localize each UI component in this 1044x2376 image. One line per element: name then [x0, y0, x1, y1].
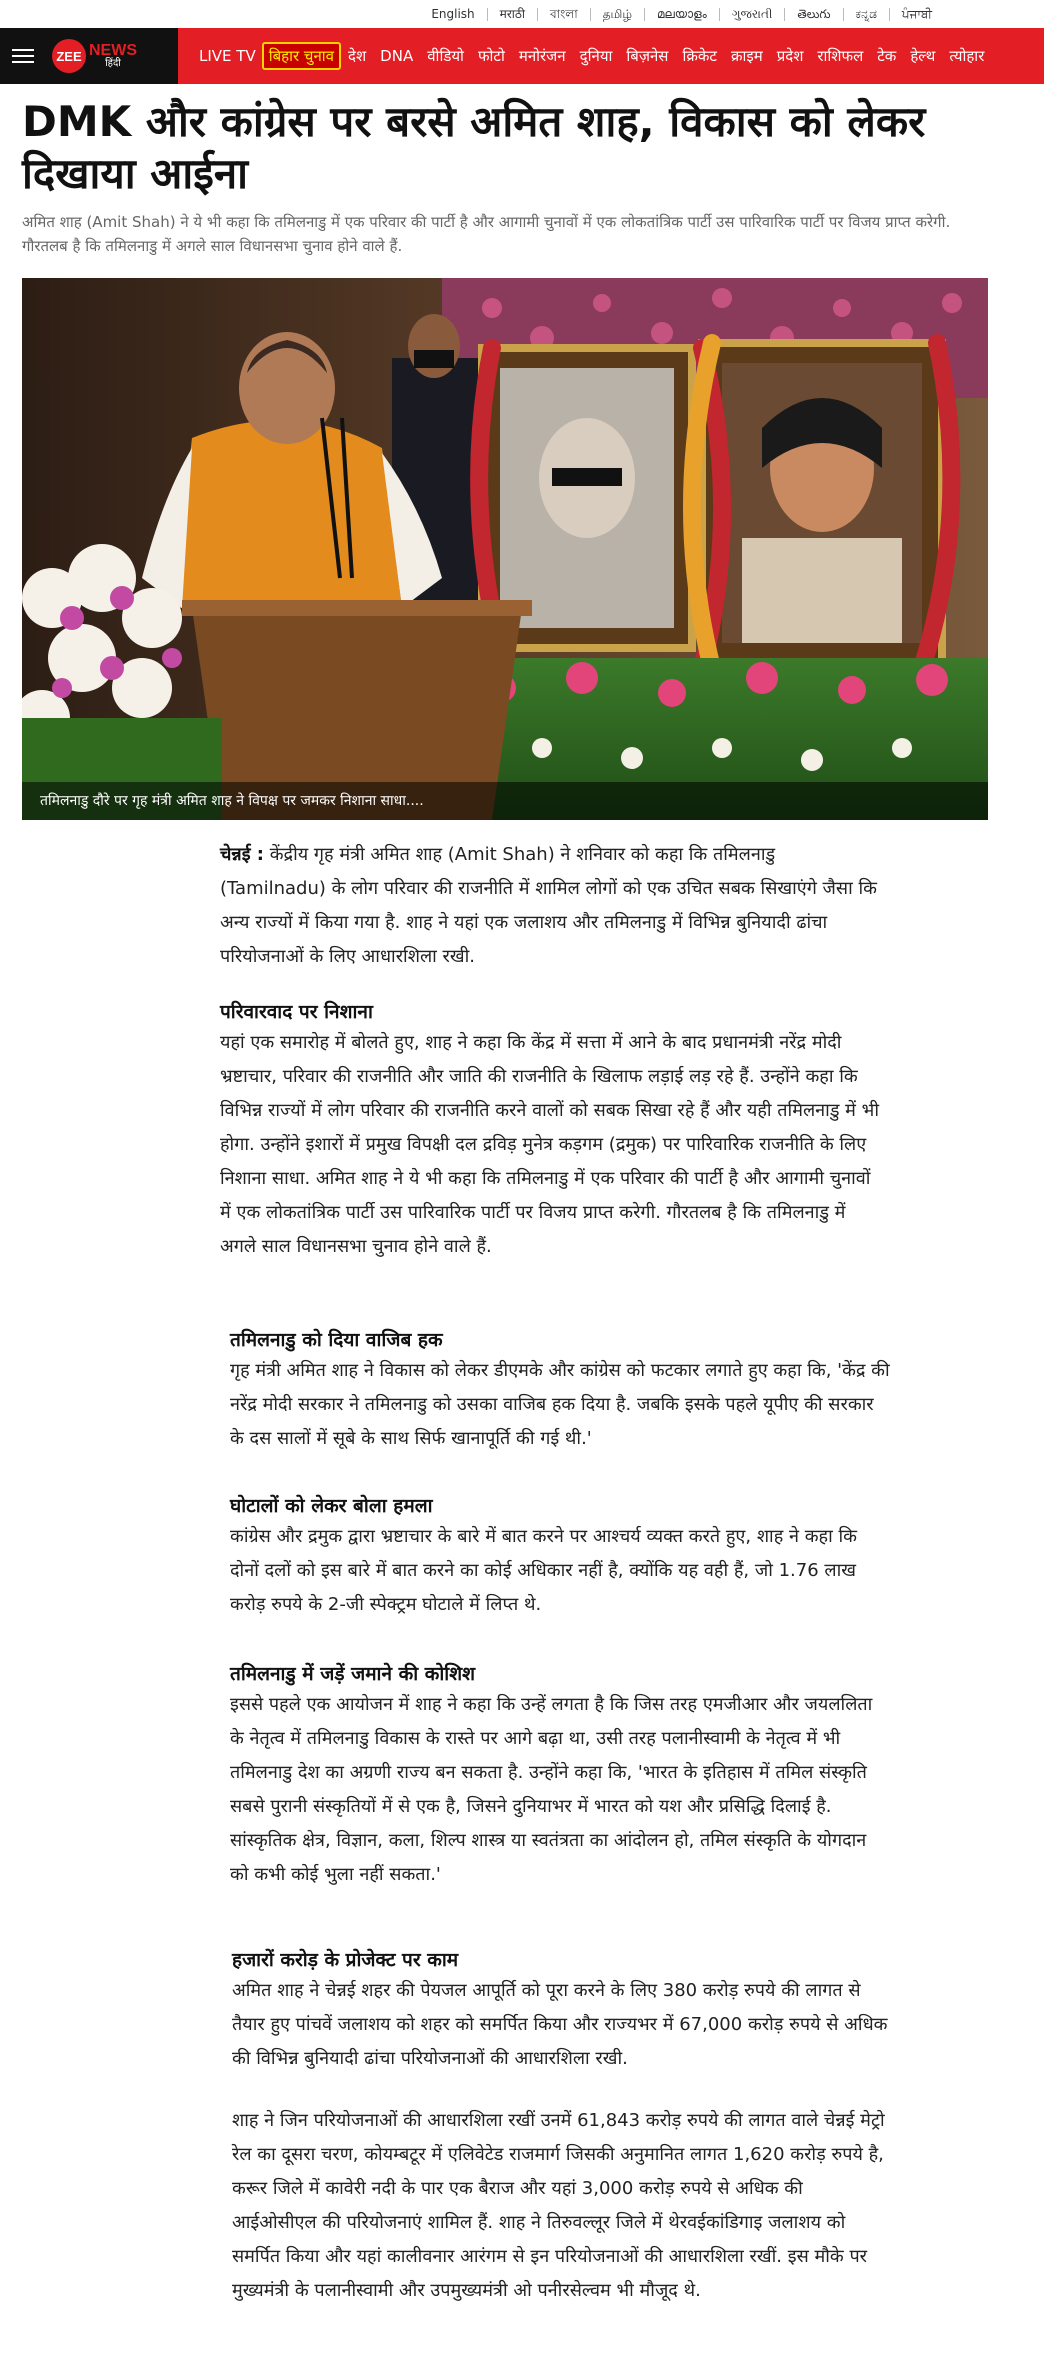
hero-photo-illustration	[22, 278, 988, 820]
nav-brand-area	[0, 28, 178, 84]
nav-item[interactable]: DNA	[380, 47, 414, 65]
article-intro	[220, 838, 880, 974]
article-section	[232, 1946, 892, 2076]
site-logo[interactable]	[52, 39, 137, 73]
nav-item[interactable]: टेक	[877, 47, 897, 65]
section-text: अमित शाह ने चेन्नई शहर की पेयजल आपूर्ति को पूरा करने के लिए 380 करोड़ रुपये की लागत से तैयार हुए पांचवें जलाशय को शहर को समर्पित किया और राज्यभर में 67,000 करोड़ रुपये से अधिक की विभिन्न बुनियादी ढांचा परियोजनाओं की आधारशिला रखी.	[232, 1980, 888, 2069]
hero-caption: तमिलनाडु दौरे पर गृह मंत्री अमित शाह ने विपक्ष पर जमकर निशाना साधा....	[22, 782, 988, 820]
nav-item[interactable]: फोटो	[477, 47, 505, 65]
lang-link[interactable]: ਪੰਜਾਬੀ	[901, 6, 932, 21]
article-section	[220, 998, 880, 1264]
section-text: इससे पहले एक आयोजन में शाह ने कहा कि उन्हें लगता है कि जिस तरह एमजीआर और जयललिता के नेतृत्व में तमिलनाडु विकास के रास्ते पर आगे बढ़ा था, उसी तरह पलानीस्वामी के नेतृत्व में भी तमिलनाडु देश का अग्रणी राज्य बन सकता है. उन्होंने कहा कि, 'भारत के इतिहास में तमिल संस्कृति सबसे पुरानी संस्कृतियों में से एक है, जिसने दुनियाभर में भारत को यश और प्रसिद्धि दिलाई है. सांस्कृतिक क्षेत्र, विज्ञान, कला, शिल्प शास्त्र या स्वतंत्रता का आंदोलन हो, तमिल संस्कृति के योगदान को कभी कोई भुला नहीं सकता.'	[230, 1694, 873, 1885]
lang-link[interactable]: தமிழ்	[591, 8, 645, 21]
section-heading: घोटालों को लेकर बोला हमला	[230, 1495, 433, 1517]
section-text: गृह मंत्री अमित शाह ने विकास को लेकर डीएमके और कांग्रेस को फटकार लगाते हुए कहा कि, 'केंद्र की नरेंद्र मोदी सरकार ने तमिलनाडु को उसका वाजिब हक दिया है. जबकि इसके पहले यूपीए की सरकार के दस सालों में सूबे के साथ सिर्फ खानापूर्ति की गई थी.'	[230, 1360, 890, 1449]
nav-item[interactable]: मनोरंजन	[518, 47, 566, 65]
nav-items	[178, 42, 991, 70]
lang-link[interactable]: ગુજરાતી	[720, 8, 786, 21]
article-section	[230, 1326, 890, 1456]
lang-link[interactable]: മലയാളം	[645, 8, 720, 21]
hero-image[interactable]	[22, 278, 988, 820]
lang-link[interactable]: বাংলা	[538, 8, 591, 21]
nav-item[interactable]: त्योहार	[949, 47, 985, 65]
nav-item[interactable]: बिज़नेस	[626, 47, 669, 65]
section-text: यहां एक समारोह में बोलते हुए, शाह ने कहा कि केंद्र में सत्ता में आने के बाद प्रधानमंत्री नरेंद्र मोदी भ्रष्टाचार, परिवार की राजनीति और जाति की राजनीति के खिलाफ लड़ाई लड़ रहे हैं. उन्होंने कहा कि विभिन्न राज्यों में लोग परिवार की राजनीति करने वालों को सबक सिखा रहे हैं और यही तमिलनाडु में भी होगा. उन्होंने इशारों में प्रमुख विपक्षी दल द्रविड़ मुनेत्र कड़गम (द्रमुक) पर पारिवारिक राजनीति के लिए निशाना साधा. अमित शाह ने ये भी कहा कि तमिलनाडु में एक परिवार की पार्टी है और आगामी चुनावों में एक लोकतांत्रिक पार्टी उस पारिवारिक पार्टी पर विजय प्राप्त करेगी. गौरतलब है कि तमिलनाडु में अगले साल विधानसभा चुनाव होने वाले हैं.	[220, 1032, 879, 1257]
nav-item[interactable]: देश	[348, 47, 367, 65]
section-heading: हजारों करोड़ के प्रोजेक्ट पर काम	[232, 1949, 459, 1971]
article-section	[230, 1492, 890, 1622]
lang-link[interactable]: मराठी	[488, 8, 538, 21]
section-heading: तमिलनाडु में जड़ें जमाने की कोशिश	[230, 1663, 476, 1685]
nav-item[interactable]: प्रदेश	[776, 47, 804, 65]
lang-link[interactable]: English	[419, 8, 487, 21]
lang-link[interactable]: తెలుగు	[785, 8, 843, 21]
language-bar	[0, 0, 1044, 28]
intro-location: चेन्नई :	[220, 844, 264, 865]
article-section	[230, 1660, 890, 1892]
nav-item[interactable]: क्रिकेट	[682, 47, 717, 65]
logo-news: NEWS	[89, 42, 137, 59]
nav-item[interactable]: हेल्थ	[910, 47, 936, 65]
main-nav	[0, 28, 1044, 84]
nav-live-tv[interactable]: LIVE TV	[199, 47, 256, 65]
logo-hindi: हिंदी	[105, 58, 121, 69]
article-summary: अमित शाह (Amit Shah) ने ये भी कहा कि तमिलनाडु में एक परिवार की पार्टी है और आगामी चुनावों में एक लोकतांत्रिक पार्टी उस पारिवारिक पार्टी पर विजय प्राप्त करेगी. गौरतलब है कि तमिलनाडु में अगले साल विधानसभा चुनाव होने वाले हैं.	[22, 213, 951, 255]
article-final-paragraph: शाह ने जिन परियोजनाओं की आधारशिला रखीं उनमें 61,843 करोड़ रुपये की लागत वाले चेन्नई मेट्रो रेल का दूसरा चरण, कोयम्बटूर में एलिवेटेड राजमार्ग जिसकी अनुमानित लागत 1,620 करोड़ रुपये है, करूर जिले में कावेरी नदी के पार एक बैराज और यहां 3,000 करोड़ रुपये से अधिक की आईओसीएल की परियोजनाएं शामिल हैं. शाह ने तिरुवल्लूर जिले में थेरवईकांडिगाइ जलाशय को समर्पित किया और यहां कालीवनार आरंगम से इन परियोजनाओं की आधारशिला रखीं. इस मौके पर मुख्यमंत्री के पलानीस्वामी और उपमुख्यमंत्री ओ पनीरसेल्वम भी मौजूद थे.	[232, 2110, 885, 2301]
nav-item[interactable]: वीडियो	[427, 47, 464, 65]
logo-zee: ZEE	[52, 39, 86, 73]
section-text: कांग्रेस और द्रमुक द्वारा भ्रष्टाचार के बारे में बात करने पर आश्चर्य व्यक्त करते हुए, शाह ने कहा कि दोनों दलों को इस बारे में बात करने का कोई अधिकार नहीं है, क्योंकि यह वही हैं, जो 1.76 लाख करोड़ रुपये के 2-जी स्पेक्ट्रम घोटाले में लिप्त थे.	[230, 1526, 857, 1615]
section-heading: परिवारवाद पर निशाना	[220, 1001, 373, 1023]
nav-item[interactable]: क्राइम	[730, 47, 763, 65]
article-headline: DMK और कांग्रेस पर बरसे अमित शाह, विकास को लेकर दिखाया आईना	[22, 97, 926, 198]
nav-bihar-election[interactable]: बिहार चुनाव	[262, 42, 341, 70]
section-heading: तमिलनाडु को दिया वाजिब हक	[230, 1329, 443, 1351]
nav-item[interactable]: दुनिया	[579, 47, 613, 65]
nav-item[interactable]: राशिफल	[817, 47, 864, 65]
intro-text: केंद्रीय गृह मंत्री अमित शाह (Amit Shah) ने शनिवार को कहा कि तमिलनाडु (Tamilnadu) के लोग परिवार की राजनीति में शामिल लोगों को एक उचित सबक सिखाएंगे जैसा कि अन्य राज्यों में किया गया है. शाह ने यहां एक जलाशय और तमिलनाडु में विभिन्न बुनियादी ढांचा परियोजनाओं के लिए आधारशिला रखी.	[220, 844, 877, 967]
lang-link[interactable]: ಕನ್ನಡ	[844, 8, 890, 21]
hamburger-menu-icon[interactable]	[12, 49, 34, 63]
